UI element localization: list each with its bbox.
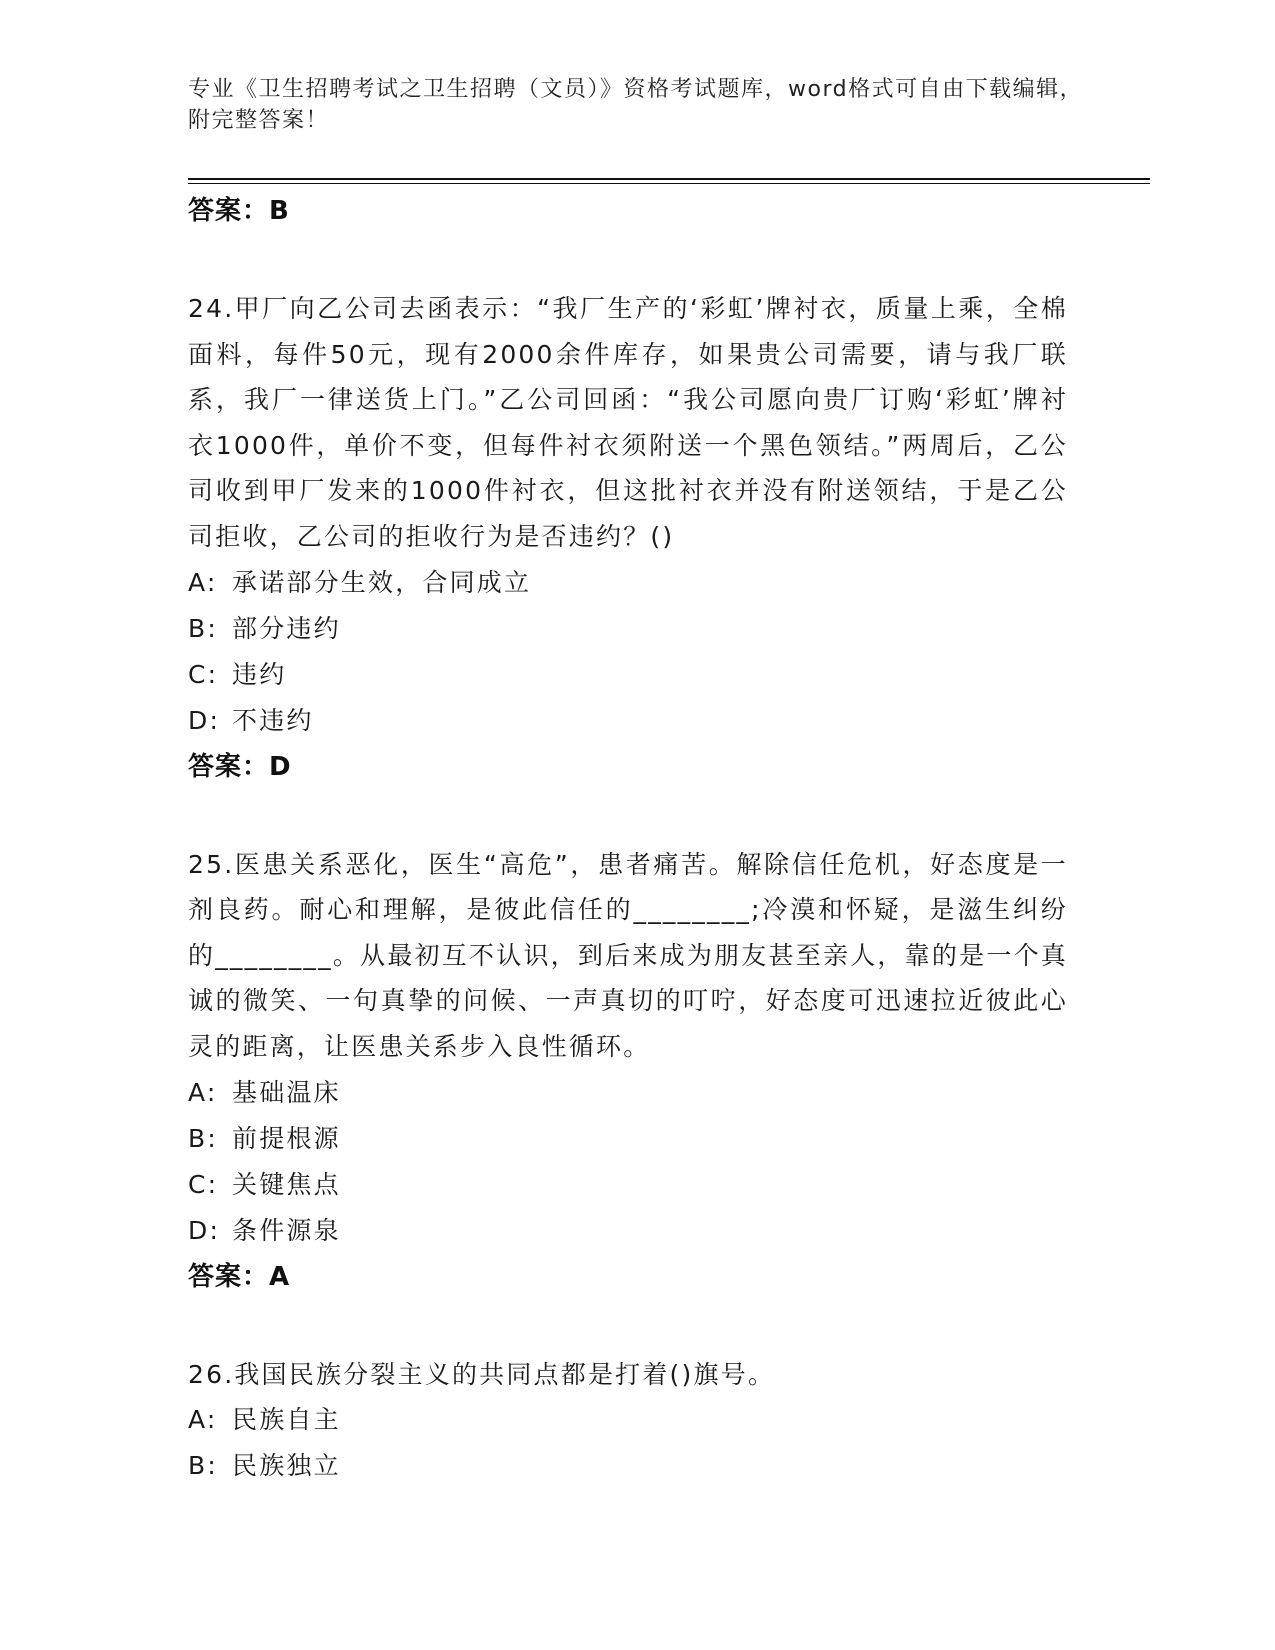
question-26 xyxy=(188,1352,1068,1490)
option-a xyxy=(188,1070,1068,1116)
option-c xyxy=(188,1162,1068,1208)
option-b xyxy=(188,1443,1068,1489)
option-text: 前提根源 xyxy=(232,1123,341,1153)
question-text: 26.我国民族分裂主义的共同点都是打着()旗号。 xyxy=(188,1359,776,1389)
option-text: 条件源泉 xyxy=(232,1215,341,1245)
option-text: 民族独立 xyxy=(232,1451,341,1481)
question-24 xyxy=(188,286,1068,790)
option-key: A: xyxy=(188,1405,218,1435)
option-c xyxy=(188,652,1068,698)
answer-label: 答案：A xyxy=(188,1261,291,1292)
question-content xyxy=(188,188,1068,1489)
option-text: 违约 xyxy=(232,659,287,689)
option-key: A: xyxy=(188,567,218,597)
option-text: 关键焦点 xyxy=(232,1169,341,1199)
spacer xyxy=(188,1300,1068,1352)
option-a xyxy=(188,560,1068,606)
answer-label: 答案：D xyxy=(188,751,292,782)
option-text: 基础温床 xyxy=(232,1077,341,1107)
option-key: D: xyxy=(188,1215,221,1245)
option-b xyxy=(188,1116,1068,1162)
option-key: C: xyxy=(188,659,219,689)
option-text: 不违约 xyxy=(232,705,314,735)
option-key: B: xyxy=(188,613,218,643)
header-divider-thick xyxy=(188,178,1150,180)
option-key: B: xyxy=(188,1451,218,1481)
option-key: D: xyxy=(188,705,221,735)
option-key: A: xyxy=(188,1077,218,1107)
document-header: 专业《卫生招聘考试之卫生招聘（文员）》资格考试题库，word格式可自由下载编辑，附完整答案！ xyxy=(188,77,1084,133)
header-divider-thin xyxy=(188,183,1150,184)
option-b xyxy=(188,606,1068,652)
option-text: 部分违约 xyxy=(232,613,341,643)
option-key: B: xyxy=(188,1123,218,1153)
question-25 xyxy=(188,842,1068,1300)
option-key: C: xyxy=(188,1169,219,1199)
spacer xyxy=(188,234,1068,286)
option-d xyxy=(188,698,1068,744)
answer-label: 答案：B xyxy=(188,196,290,226)
option-text: 承诺部分生效，合同成立 xyxy=(232,567,532,597)
option-d xyxy=(188,1208,1068,1254)
question-text: 25.医患关系恶化，医生“高危”，患者痛苦。解除信任危机，好态度是一剂良药。耐心和理解，是彼此信任的________;冷漠和怀疑，是滋生纠纷的________。从最初互不认识，到后来成为朋友甚至亲人，靠的是一个真诚的微笑、一句真挚的问候、一声真切的叮咛，好态度可迅速拉近彼此心灵的距离，让医患关系步入良性循环。 xyxy=(188,849,1068,1061)
option-a xyxy=(188,1397,1068,1443)
option-text: 民族自主 xyxy=(232,1405,341,1435)
spacer xyxy=(188,790,1068,842)
question-text: 24.甲厂向乙公司去函表示：“我厂生产的‘彩虹’牌衬衣，质量上乘，全棉面料，每件50元，现有2000余件库存，如果贵公司需要，请与我厂联系，我厂一律送货上门。”乙公司回函：“我公司愿向贵厂订购‘彩虹’牌衬衣1000件，单价不变，但每件衬衣须附送一个黑色领结。”两周后，乙公司收到甲厂发来的1000件衬衣，但这批衬衣并没有附送领结，于是乙公司拒收，乙公司的拒收行为是否违约？() xyxy=(188,294,1068,551)
